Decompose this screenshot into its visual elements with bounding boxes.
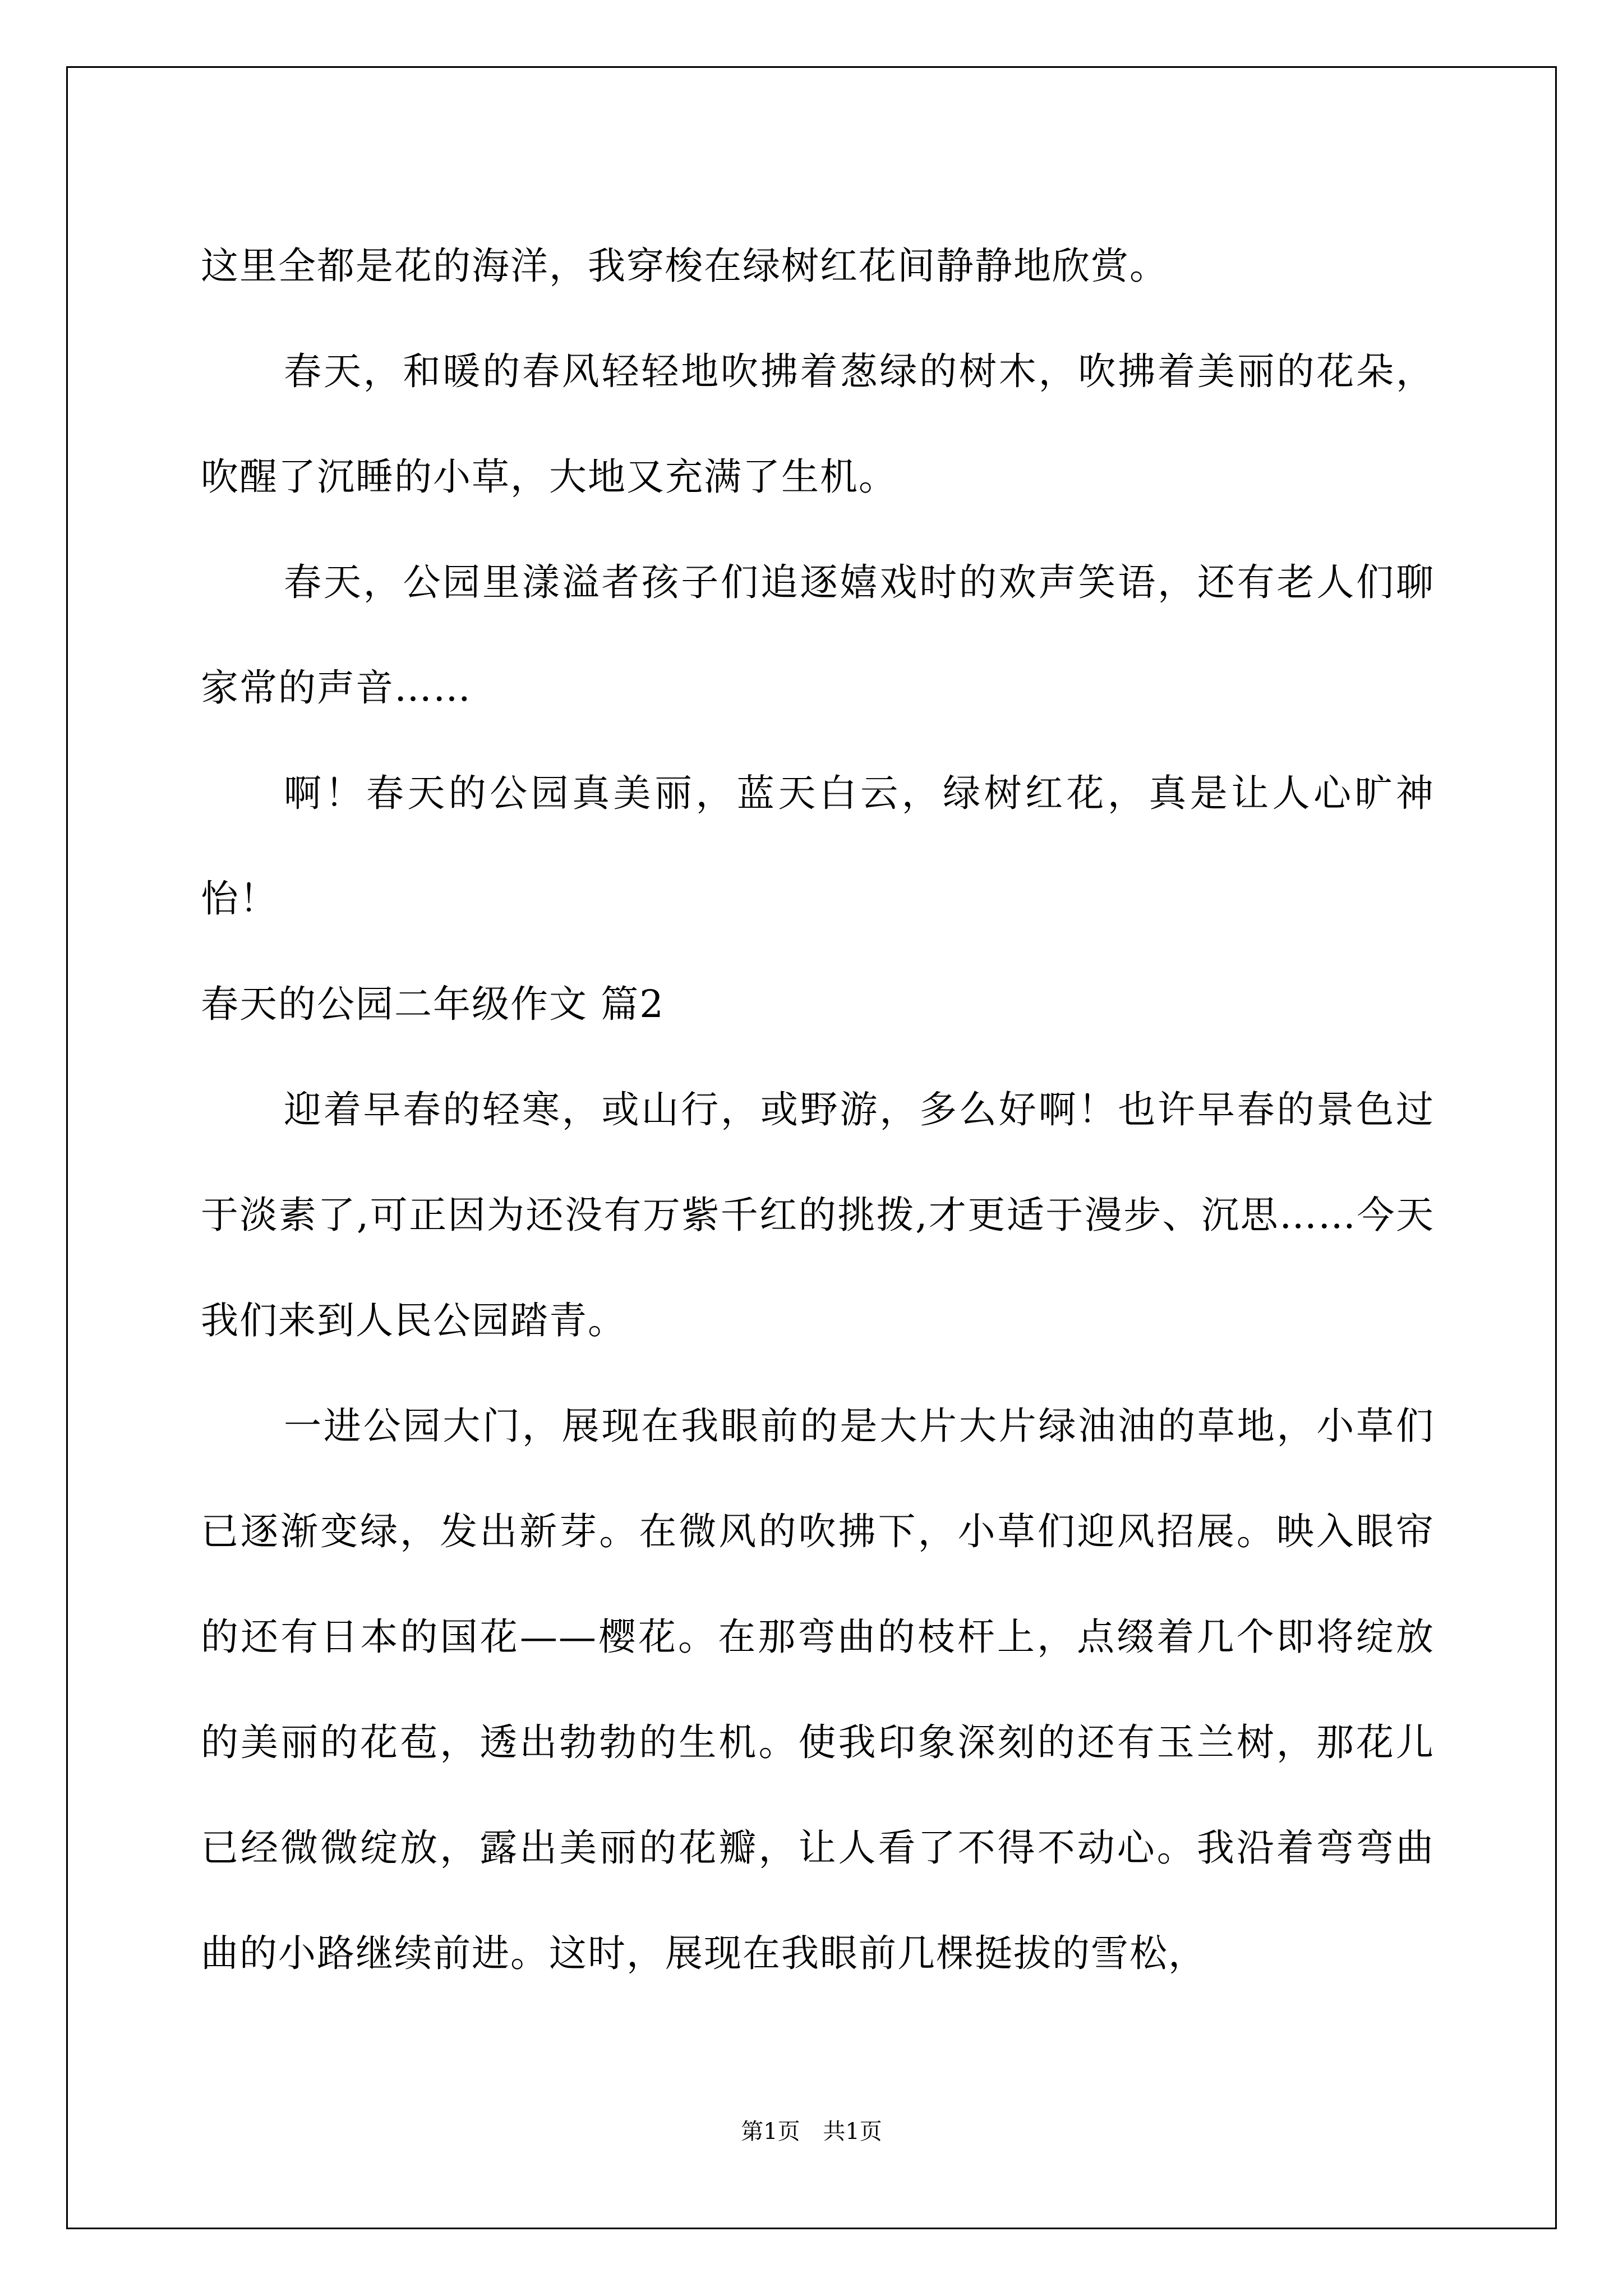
paragraph: 春天，公园里漾溢者孩子们追逐嬉戏时的欢声笑语，还有老人们聊家常的声音…… (201, 560, 1435, 710)
paragraph: 春天，和暖的春风轻轻地吹拂着葱绿的树木，吹拂着美丽的花朵，吹醒了沉睡的小草，大地又充满了生机。 (201, 349, 1435, 499)
section-heading: 春天的公园二年级作文 篇2 (201, 982, 665, 1026)
paragraph: 一进公园大门，展现在我眼前的是大片大片绿油油的草地，小草们已逐渐变绿，发出新芽。在微风的吹拂下，小草们迎风招展。映入眼帘的还有日本的国花——樱花。在那弯曲的枝杆上，点缀着几个即将绽放的美丽的花苞，透出勃勃的生机。使我印象深刻的还有玉兰树，那花儿已经微微绽放，露出美丽的花瓣，让人看了不得不动心。我沿着弯弯曲曲的小路继续前进。这时，展现在我眼前几棵挺拔的雪松， (201, 1404, 1435, 1975)
document-body (201, 213, 1435, 2006)
paragraph: 迎着早春的轻寒，或山行，或野游，多么好啊！也许早春的景色过于淡素了,可正因为还没有万紫千红的挑拨,才更适于漫步、沉思……今天我们来到人民公园踏青。 (201, 1088, 1435, 1342)
page-total: 共1页 (823, 2119, 882, 2145)
page-number: 第1页 (741, 2119, 800, 2145)
page-footer (0, 2115, 1623, 2148)
paragraph: 啊！春天的公园真美丽，蓝天白云，绿树红花，真是让人心旷神怡！ (201, 771, 1435, 921)
paragraph: 这里全都是花的海洋，我穿梭在绿树红花间静静地欣赏。 (201, 244, 1168, 288)
